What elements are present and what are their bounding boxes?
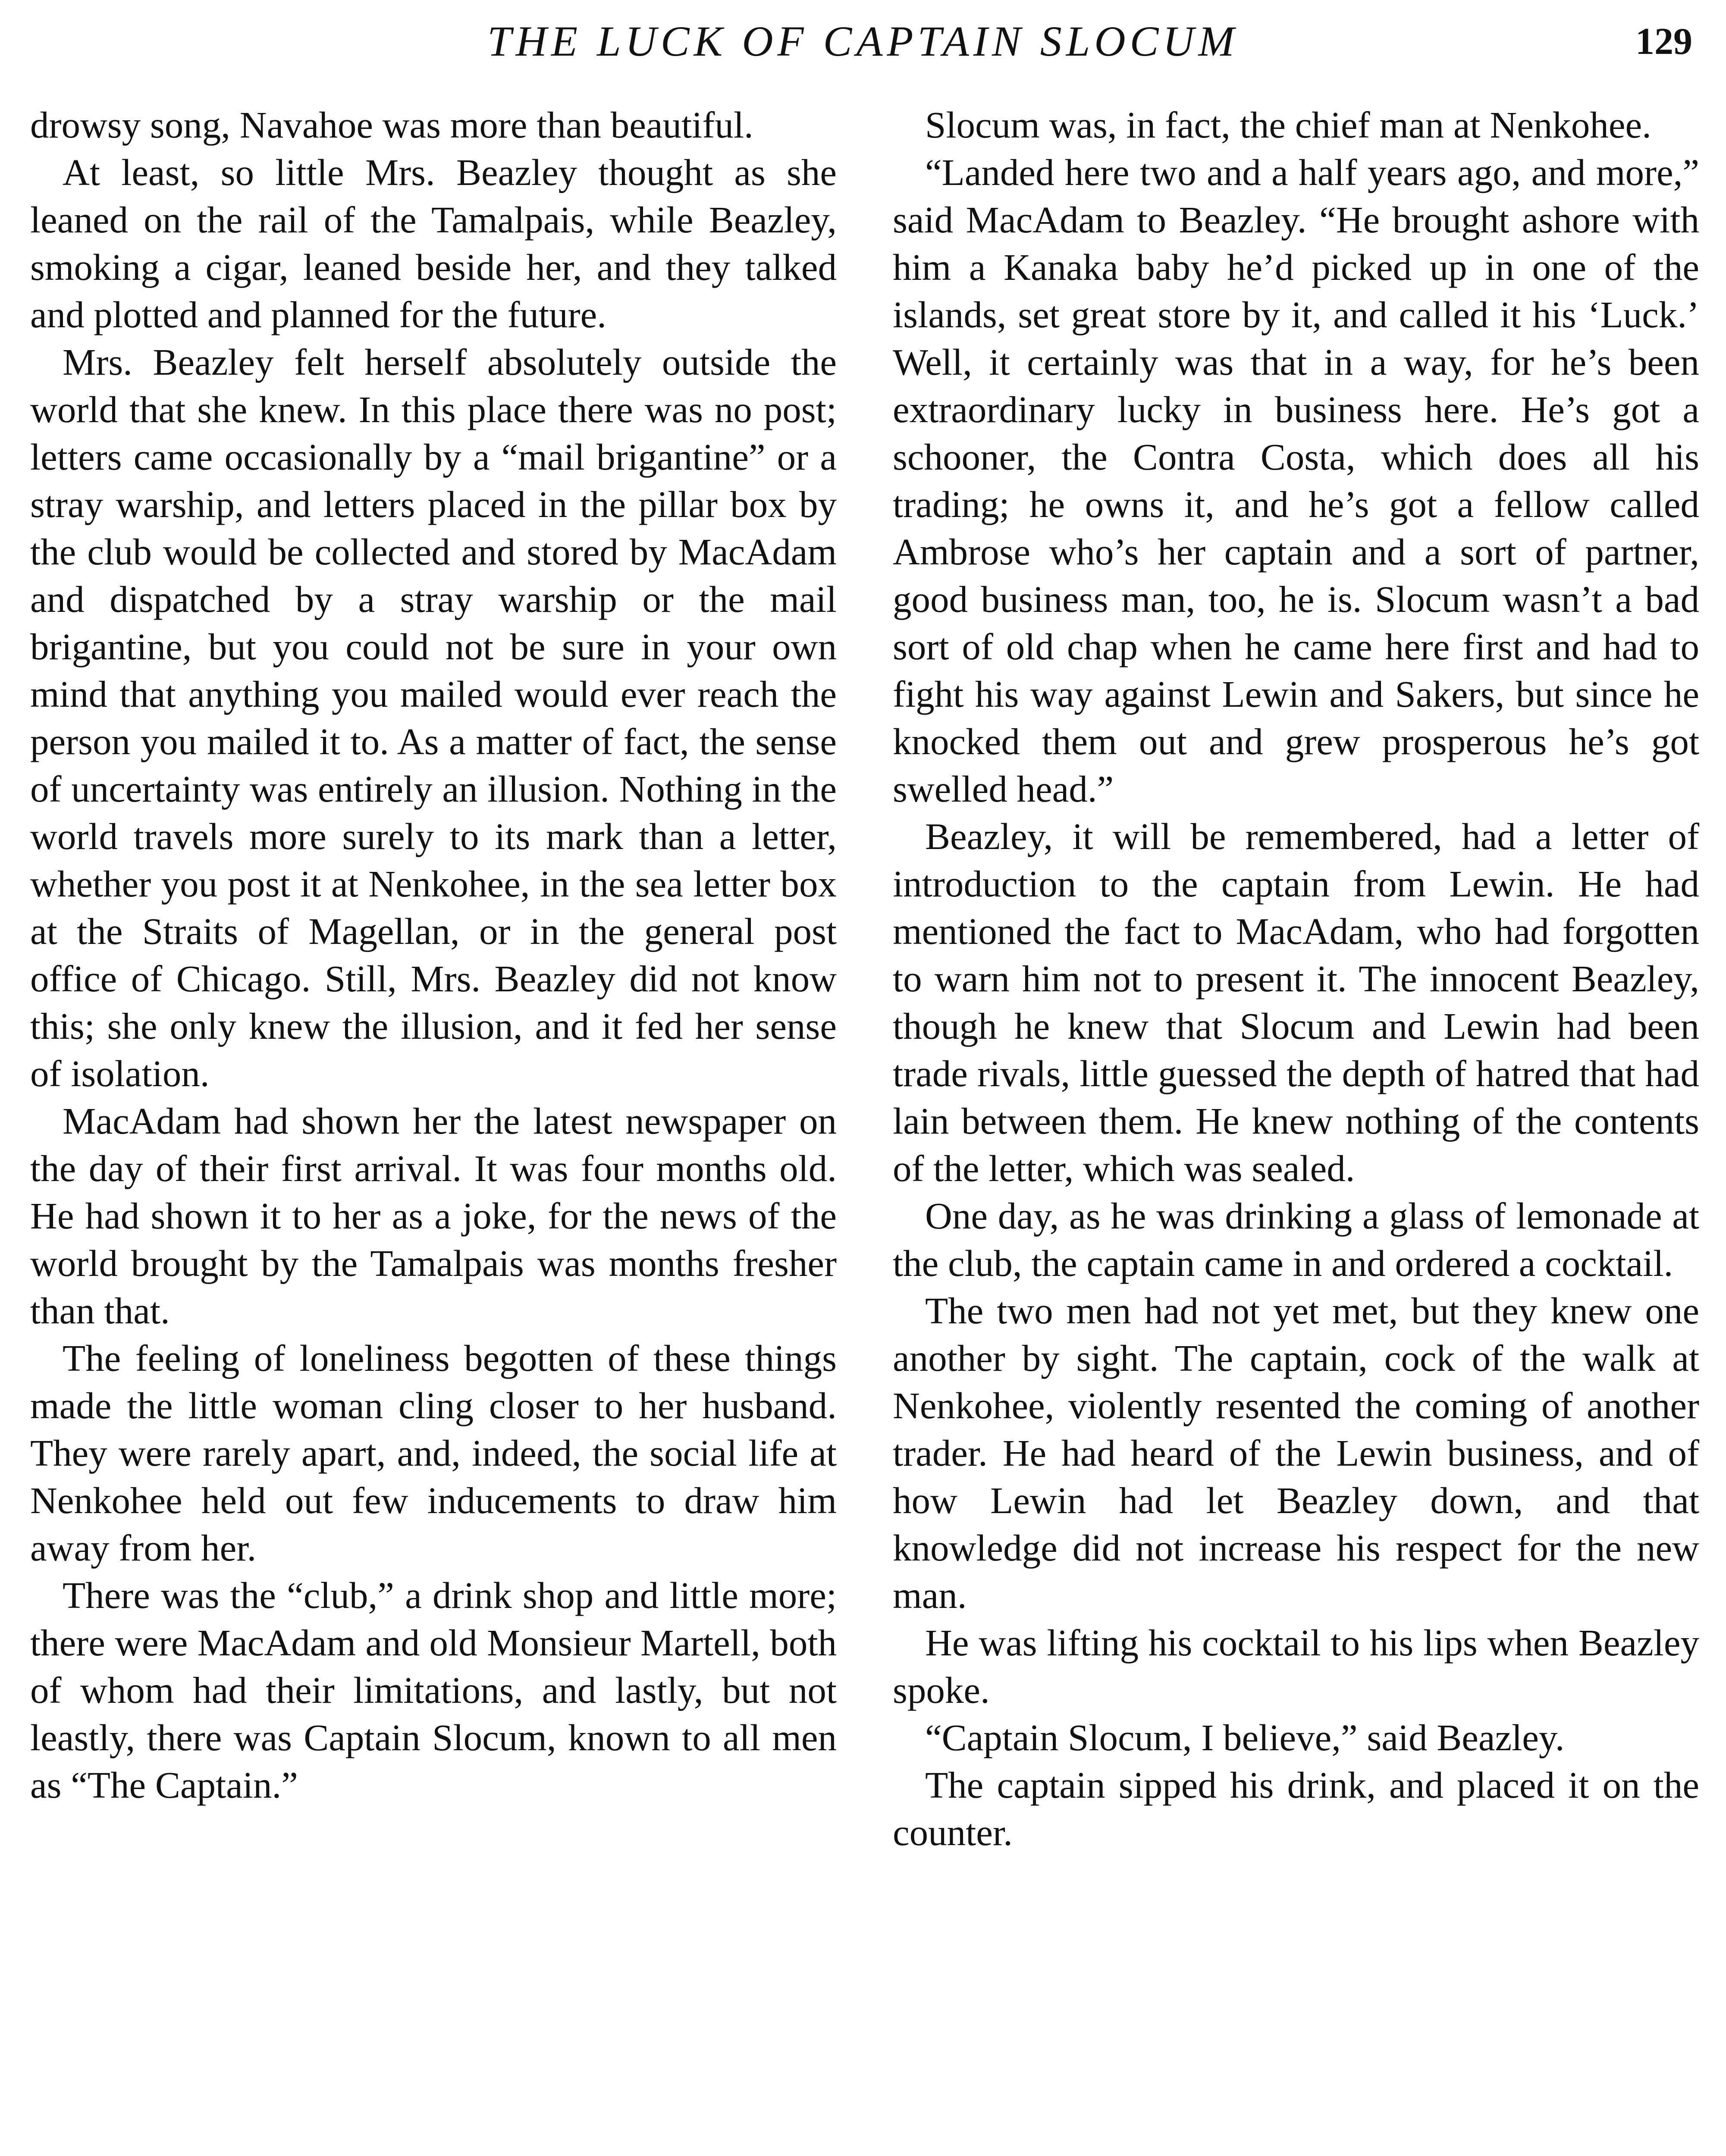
paragraph: Slocum was, in fact, the chief man at Nenkohee. bbox=[925, 104, 1651, 146]
paragraph: At least, so little Mrs. Beazley thought as she leaned on the rail of the Tamalpais, while Beazley, smoking a cigar, leaned beside her, and they talked and plotted and planned for the future. bbox=[30, 151, 837, 335]
paragraph: “Landed here two and a half years ago, and more,” said MacAdam to Beazley. “He brought ashore with him a Kanaka baby he’d picked up in one of the islands, set great store by it, and called it his ‘Luck.’ Well, it certainly was that in a way, for he’s been extraordinary lucky in business here. He’s got a schooner, the Contra Costa, which does all his trading; he owns it, and he’s got a fellow called Ambrose who’s her captain and a sort of partner, good business man, too, he is. Slocum wasn’t a bad sort of old chap when he came here first and had to fight his way against Lewin and Sakers, but since he knocked them out and grew prosperous he’s got swelled head.” bbox=[893, 151, 1699, 810]
paragraph: MacAdam had shown her the latest newspaper on the day of their first arrival. It was four months old. He had shown it to her as a joke, for the news of the world brought by the Tamalpais was months fresher than that. bbox=[30, 1100, 837, 1332]
paragraph: The two men had not yet met, but they knew one another by sight. The captain, cock of the walk at Nenkohee, violently resented the coming of another trader. He had heard of the Lewin business, and of how Lewin had let Beazley down, and that knowledge did not increase his respect for the new man. bbox=[893, 1290, 1699, 1616]
paragraph: “Captain Slocum, I believe,” said Beazley. bbox=[925, 1717, 1565, 1758]
page-number: 129 bbox=[1635, 21, 1692, 63]
page-header bbox=[0, 16, 1726, 72]
paragraph: He was lifting his cocktail to his lips when Beazley spoke. bbox=[893, 1622, 1699, 1711]
right-column bbox=[893, 101, 1699, 1856]
paragraph: Mrs. Beazley felt herself absolutely outside the world that she knew. In this place there was no post; letters came occasionally by a “mail brigantine” or a stray warship, and letters placed in the pillar box by the club would be collected and stored by MacAdam and dispatched by a stray warship or the mail brigantine, but you could not be sure in your own mind that anything you mailed would ever reach the person you mailed it to. As a matter of fact, the sense of uncertainty was entirely an illusion. Nothing in the world travels more surely to its mark than a letter, whether you post it at Nenkohee, in the sea letter box at the Straits of Magellan, or in the general post office of Chicago. Still, Mrs. Beazley did not know this; she only knew the illusion, and it fed her sense of isolation. bbox=[30, 341, 837, 1094]
running-title: THE LUCK OF CAPTAIN SLOCUM bbox=[487, 17, 1239, 65]
paragraph: One day, as he was drinking a glass of lemonade at the club, the captain came in and ordered a cocktail. bbox=[893, 1195, 1699, 1284]
left-column bbox=[30, 101, 837, 1809]
paragraph: The captain sipped his drink, and placed it on the counter. bbox=[893, 1764, 1699, 1853]
paragraph: The feeling of loneliness begotten of these things made the little woman cling closer to her husband. They were rarely apart, and, indeed, the social life at Nenkohee held out few inducements to draw him away from her. bbox=[30, 1337, 837, 1569]
paragraph: drowsy song, Navahoe was more than beautiful. bbox=[30, 104, 753, 146]
paragraph: Beazley, it will be remembered, had a letter of introduction to the captain from Lewin. He had mentioned the fact to MacAdam, who had forgotten to warn him not to present it. The innocent Beazley, though he knew that Slocum and Lewin had been trade rivals, little guessed the depth of hatred that had lain between them. He knew nothing of the contents of the letter, which was sealed. bbox=[893, 815, 1699, 1189]
paragraph: There was the “club,” a drink shop and little more; there were MacAdam and old Monsieur Martell, both of whom had their limitations, and lastly, but not leastly, there was Captain Slocum, known to all men as “The Captain.” bbox=[30, 1574, 837, 1806]
